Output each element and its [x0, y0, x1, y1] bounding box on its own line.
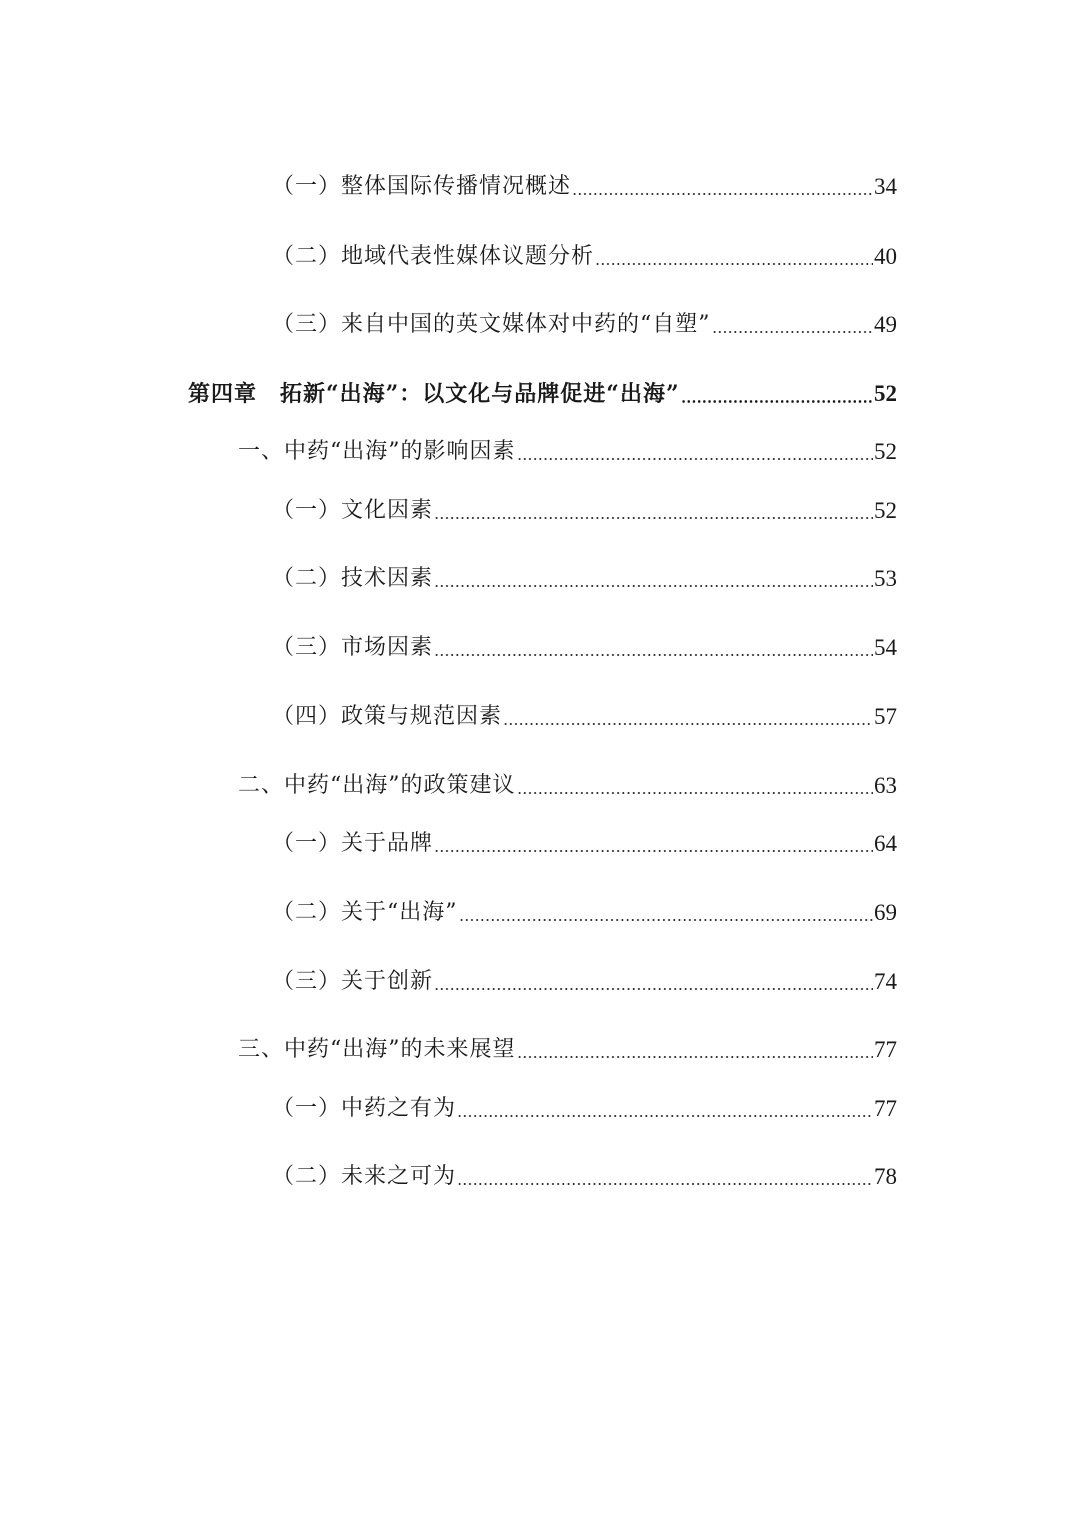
- dot-leader: [459, 898, 874, 928]
- toc-entry-label: （三）来自中国的英文媒体对中药的“自塑”: [272, 312, 711, 337]
- toc-entry[interactable]: [272, 496, 897, 526]
- toc-page-number: 52: [874, 439, 897, 464]
- toc-page-number: 52: [874, 498, 897, 523]
- toc-entry[interactable]: [272, 1162, 897, 1192]
- toc-entry-label: （一）中药之有为: [272, 1096, 457, 1121]
- toc-page-number: 53: [874, 566, 897, 591]
- toc-entry[interactable]: [272, 172, 897, 202]
- toc-entry-label: （四）政策与规范因素: [272, 704, 503, 729]
- toc-page-number: 69: [874, 900, 897, 925]
- dot-leader: [434, 564, 873, 594]
- toc-page-number: 63: [874, 773, 897, 798]
- dot-leader: [681, 379, 873, 409]
- dot-leader: [434, 967, 873, 997]
- toc-entry[interactable]: [272, 633, 897, 663]
- dot-leader: [434, 496, 873, 526]
- toc-page-number: 64: [874, 831, 897, 856]
- toc-entry[interactable]: [272, 898, 897, 928]
- dot-leader: [517, 771, 874, 801]
- toc-entry[interactable]: [272, 310, 897, 340]
- toc-entry-label: （二）关于“出海”: [272, 900, 458, 925]
- toc-entry-label: （一）整体国际传播情况概述: [272, 174, 572, 199]
- toc-section-entry[interactable]: [238, 1035, 897, 1065]
- dot-leader: [434, 829, 873, 859]
- toc-section-entry[interactable]: [238, 437, 897, 467]
- dot-leader: [457, 1162, 873, 1192]
- dot-leader: [712, 310, 874, 340]
- toc-page-number: 49: [874, 312, 897, 337]
- toc-section-entry[interactable]: [238, 771, 897, 801]
- toc-entry-label: （一）关于品牌: [272, 831, 434, 856]
- toc-entry-label: 二、中药“出海”的政策建议: [238, 773, 516, 798]
- toc-entry[interactable]: [272, 1094, 897, 1124]
- dot-leader: [434, 633, 873, 663]
- toc-page-number: 57: [874, 704, 897, 729]
- toc-entry-label: 三、中药“出海”的未来展望: [238, 1037, 516, 1062]
- dot-leader: [572, 172, 873, 202]
- toc-entry[interactable]: [272, 564, 897, 594]
- toc-page-number: 74: [874, 969, 897, 994]
- dot-leader: [517, 1035, 874, 1065]
- toc-page-number: 78: [874, 1164, 897, 1189]
- toc-page-number: 54: [874, 635, 897, 660]
- toc-entry-label: （一）文化因素: [272, 498, 434, 523]
- toc-entry[interactable]: [272, 242, 897, 272]
- dot-leader: [595, 242, 873, 272]
- toc-entry[interactable]: [272, 702, 897, 732]
- toc-entry-label: （二）未来之可为: [272, 1164, 457, 1189]
- dot-leader: [517, 437, 874, 467]
- toc-page-number: 40: [874, 244, 897, 269]
- toc-entry-label: 一、中药“出海”的影响因素: [238, 439, 516, 464]
- dot-leader: [457, 1094, 873, 1124]
- toc-chapter-entry[interactable]: [188, 379, 897, 409]
- toc-chapter-label: 第四章 拓新“出海”：以文化与品牌促进“出海”: [188, 381, 680, 407]
- toc-entry[interactable]: [272, 829, 897, 859]
- toc-page-number: 34: [874, 174, 897, 199]
- toc-entry-label: （二）技术因素: [272, 566, 434, 591]
- toc-entry-label: （二）地域代表性媒体议题分析: [272, 244, 595, 269]
- toc-entry-label: （三）市场因素: [272, 635, 434, 660]
- toc-page-number: 77: [874, 1037, 897, 1062]
- toc-entry-label: （三）关于创新: [272, 969, 434, 994]
- toc-page-number: 52: [874, 381, 897, 406]
- toc-entry[interactable]: [272, 967, 897, 997]
- dot-leader: [503, 702, 873, 732]
- toc-page-number: 77: [874, 1096, 897, 1121]
